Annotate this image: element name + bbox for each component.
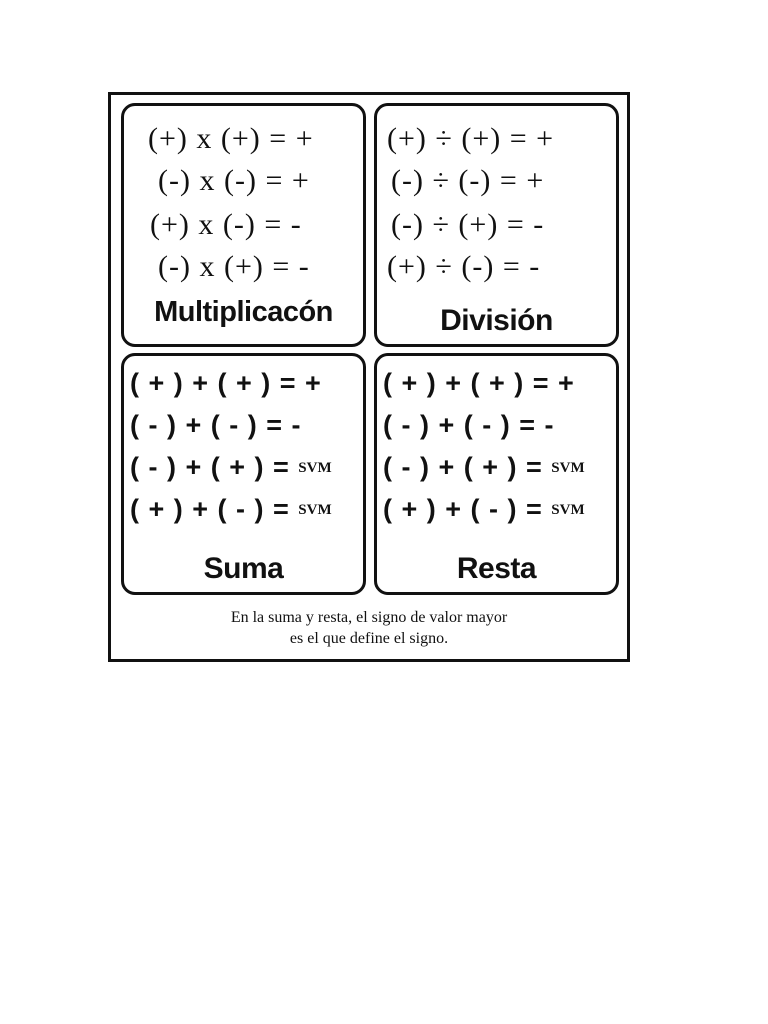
addition-rule: ( - ) + ( - ) = - xyxy=(130,410,302,440)
division-rule: (+) ÷ (-) = - xyxy=(387,250,541,283)
addition-box xyxy=(121,353,366,595)
multiplication-rule: (-) x (+) = - xyxy=(158,250,310,283)
multiplication-rule: (+) x (-) = - xyxy=(150,208,302,241)
svm-abbreviation: SVM xyxy=(298,460,332,476)
addition-rule xyxy=(130,454,332,481)
addition-rule-text: ( - ) + ( + ) = xyxy=(130,452,299,482)
division-label: División xyxy=(440,304,553,337)
multiplication-label: Multiplicacón xyxy=(154,296,333,328)
division-rule: (+) ÷ (+) = + xyxy=(387,122,555,155)
subtraction-rule xyxy=(383,496,585,523)
footnote-line: En la suma y resta, el signo de valor mayor xyxy=(230,609,508,626)
footnote xyxy=(111,607,627,649)
footnote-line: es el que define el signo. xyxy=(289,630,449,647)
subtraction-rule-text: ( - ) + ( + ) = xyxy=(383,452,552,482)
svm-abbreviation: SVM xyxy=(298,502,332,518)
multiplication-rule: (-) x (-) = + xyxy=(158,164,310,197)
sign-rules-sheet xyxy=(108,92,630,662)
subtraction-box xyxy=(374,353,619,595)
addition-rule: ( + ) + ( + ) = + xyxy=(130,368,322,398)
subtraction-label: Resta xyxy=(456,552,537,585)
subtraction-rule: ( + ) + ( + ) = + xyxy=(383,368,575,398)
division-rule: (-) ÷ (+) = - xyxy=(391,208,545,241)
multiplication-rule: (+) x (+) = + xyxy=(148,122,314,155)
subtraction-rule xyxy=(383,454,585,481)
subtraction-rule-text: ( + ) + ( - ) = xyxy=(383,494,552,524)
addition-rule xyxy=(130,496,332,523)
division-box xyxy=(374,103,619,347)
addition-label: Suma xyxy=(203,552,284,585)
addition-rule-text: ( + ) + ( - ) = xyxy=(130,494,299,524)
subtraction-rule: ( - ) + ( - ) = - xyxy=(383,410,555,440)
division-rule: (-) ÷ (-) = + xyxy=(391,164,545,197)
svm-abbreviation: SVM xyxy=(551,502,585,518)
svm-abbreviation: SVM xyxy=(551,460,585,476)
multiplication-box xyxy=(121,103,366,347)
